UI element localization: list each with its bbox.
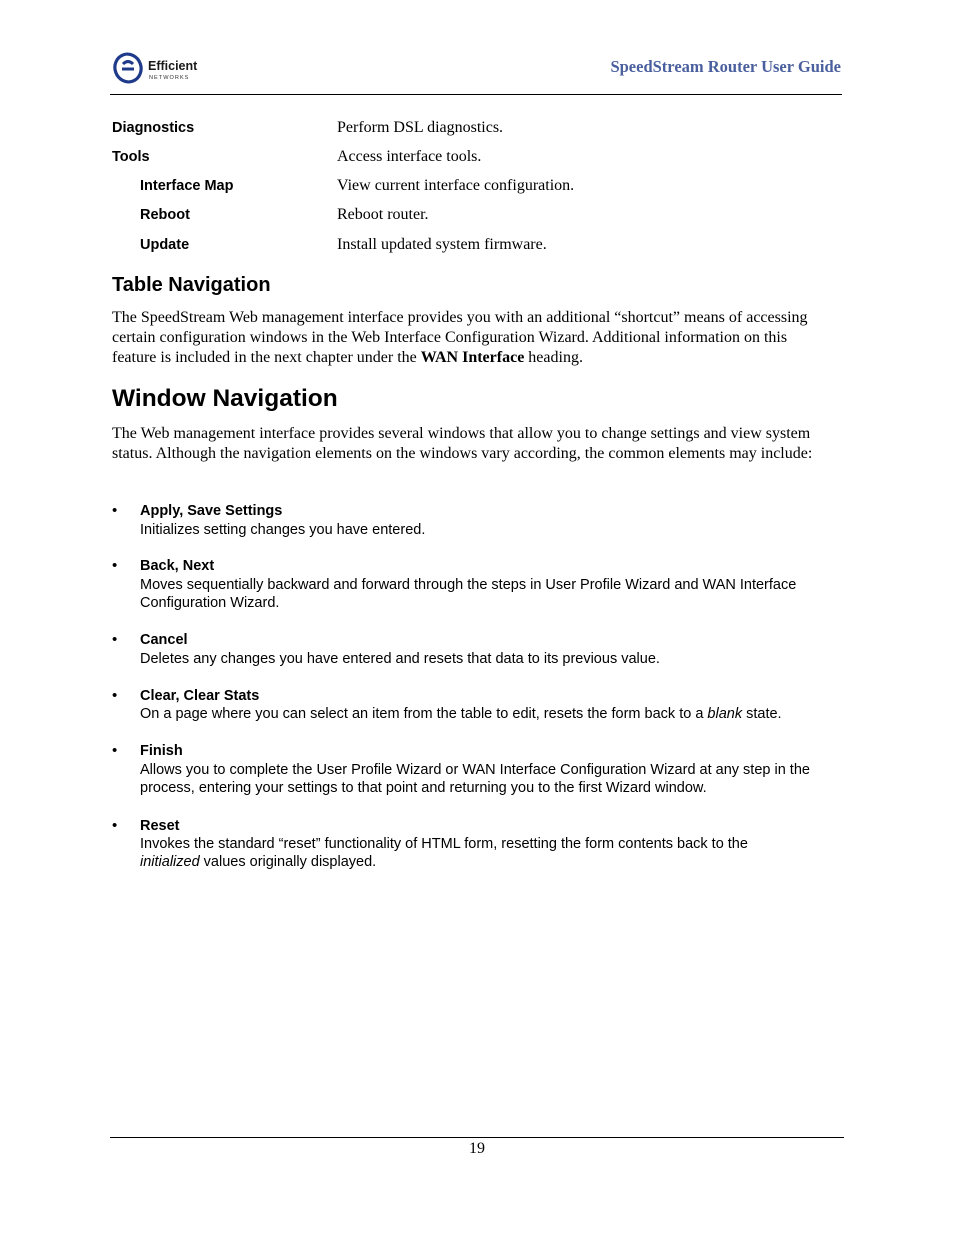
- bullet-text-finish: Allows you to complete the User Profile Wizard or WAN Interface Configuration Wizard at any step in the process, entering your settings to that point and returning you to the first Wizard window.: [140, 762, 810, 796]
- bullet-icon: •: [112, 502, 118, 519]
- bullet-title-clear: Clear, Clear Stats: [140, 688, 260, 704]
- initialized-term: initialized: [140, 854, 200, 870]
- footer-rule: [110, 1137, 844, 1138]
- logo-subtext: NETWORKS: [149, 75, 190, 81]
- bullet-title-reset: Reset: [140, 818, 180, 834]
- desc-diagnostics: Perform DSL diagnostics.: [337, 119, 504, 136]
- bullet-text-clear-start: On a page where you can select an item from the table to edit, resets the form back to a: [140, 706, 708, 722]
- bullet-title-cancel: Cancel: [140, 632, 188, 648]
- table-navigation-heading: Table Navigation: [112, 274, 271, 296]
- bullet-icon: •: [112, 817, 118, 834]
- blank-term: blank: [707, 706, 743, 722]
- term-interface-map: Interface Map: [140, 178, 234, 194]
- window-navigation-intro: The Web management interface provides several windows that allow you to change settings and view system status. Although the navigation elements on the windows vary according, the common elements may include:: [112, 425, 813, 462]
- window-navigation-heading: Window Navigation: [112, 385, 338, 412]
- term-update: Update: [140, 237, 190, 253]
- bullet-icon: •: [112, 687, 118, 704]
- header-title: SpeedStream Router User Guide: [610, 57, 841, 76]
- bullet-text-apply: Initializes setting changes you have entered.: [140, 522, 426, 538]
- desc-reboot: Reboot router.: [337, 206, 429, 223]
- paragraph-text-end: heading.: [524, 349, 583, 366]
- term-diagnostics: Diagnostics: [112, 120, 195, 136]
- logo-mark-icon: [112, 50, 212, 86]
- wan-interface-term: WAN Interface: [420, 349, 525, 366]
- bullet-text-clear-end: state.: [742, 706, 782, 722]
- bullet-text-reset-end: values originally displayed.: [199, 854, 377, 870]
- header-rule: [110, 94, 842, 95]
- bullet-text-cancel: Deletes any changes you have entered and resets that data to its previous value.: [140, 651, 660, 667]
- desc-tools: Access interface tools.: [337, 148, 482, 165]
- bullet-text-clear: [140, 705, 845, 723]
- table-navigation-paragraph: [112, 308, 817, 368]
- term-tools: Tools: [112, 149, 150, 165]
- logo-text: Efficient: [148, 59, 198, 73]
- efficient-networks-logo: [112, 50, 212, 86]
- term-reboot: Reboot: [140, 207, 190, 223]
- bullet-title-finish: Finish: [140, 743, 183, 759]
- bullet-text-reset: [140, 835, 808, 871]
- paragraph-text: The SpeedStream Web management interface provides you with an additional “shortcut” means of accessing certain configuration windows in the Web Interface Configuration Wizard. Additional information on this feature is included in the next chapter under the: [112, 309, 808, 366]
- bullet-title-apply: Apply, Save Settings: [140, 503, 283, 519]
- bullet-text-reset-start: Invokes the standard “reset” functionality of HTML form, resetting the form contents back to the: [140, 836, 748, 852]
- bullet-text-back-next: Moves sequentially backward and forward through the steps in User Profile Wizard and WAN Interface Configuration Wizard.: [140, 577, 797, 611]
- bullet-title-back-next: Back, Next: [140, 558, 215, 574]
- page-number: 19: [469, 1140, 485, 1157]
- bullet-icon: •: [112, 742, 118, 759]
- desc-update: Install updated system firmware.: [337, 236, 547, 253]
- desc-interface-map: View current interface configuration.: [337, 177, 575, 194]
- bullet-icon: •: [112, 557, 118, 574]
- bullet-icon: •: [112, 631, 118, 648]
